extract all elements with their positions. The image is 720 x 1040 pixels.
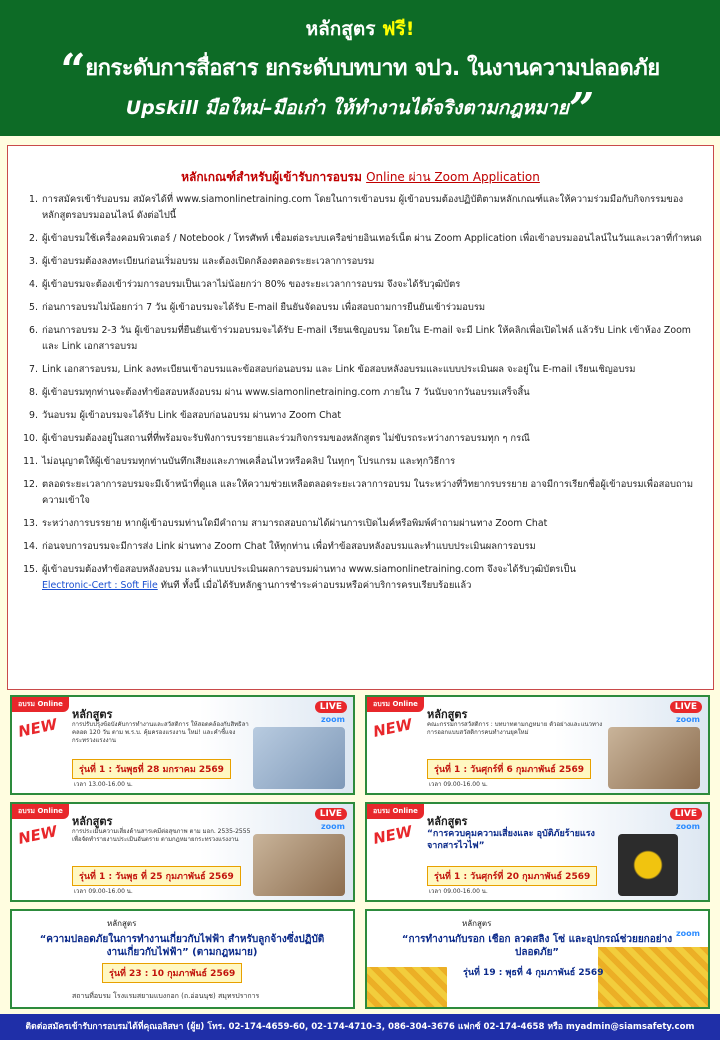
new-badge: NEW: [371, 715, 414, 741]
criteria-title: [8, 168, 713, 187]
new-badge: NEW: [16, 822, 59, 848]
live-badge: LIVE: [315, 701, 347, 713]
item-number: 7.: [29, 364, 38, 375]
online-tag: อบรม Online: [12, 804, 69, 819]
online-tag: อบรม Online: [367, 697, 424, 712]
item-text: ผู้เข้าอบรมทุกท่านจะต้องทำข้อสอบหลังอบรม ผ่าน www.siamonlinetraining.com ภายใน 7 วันนับจากวันอบรมเสร็จสิ้น: [42, 387, 530, 398]
ad-description: “การควบคุมความเสี่ยงและ อุบัติภัยร้ายแรงจากสารไวไฟ”: [427, 829, 595, 851]
header-banner: [0, 0, 720, 136]
zoom-logo: zoom: [676, 715, 700, 724]
item-number: 15.: [23, 564, 38, 575]
list-item: [18, 562, 706, 594]
hazard-sign-icon: [618, 834, 678, 896]
item-text-tail: ทันที ทั้งนี้ เมื่อได้รับหลักฐานการชำระค่าอบรมหรือค่าบริการครบเรียบร้อยแล้ว: [157, 580, 472, 591]
item-number: 10.: [23, 433, 38, 444]
list-item: [18, 431, 706, 447]
ad-title: “ความปลอดภัยในการทำงานเกี่ยวกับไฟฟ้า สำหรับลูกจ้างซึ่งปฏิบัติงานเกี่ยวกับไฟฟ้า” (ตามกฎหมาย): [39, 934, 325, 958]
ad-heading: หลักสูตร: [427, 815, 468, 828]
list-item: [18, 454, 706, 470]
item-text: ก่อนการอบรม 2-3 วัน ผู้เข้าอบรมที่ยืนยันเข้าร่วมอบรมจะได้รับ E-mail เรียนเชิญอบรม โดยใน E-mail จะมี Link ให้คลิกเพื่อเปิดไฟล์ แล้วรับ Link เข้าห้อง Zoom และ Link เอกสารอบรม: [42, 325, 691, 352]
ad-heading: หลักสูตร: [427, 708, 468, 721]
online-tag: อบรม Online: [367, 804, 424, 819]
ad-time: เวลา 09.00-16.00 น.: [429, 781, 488, 788]
ad-description: การประเมินความเสี่ยงด้านสารเคมีต่อสุขภาพ ตาม มอก. 2535-2555 เพื่อจัดทำรายงานประเมินอันตราย ตามกฎหมายกระทรวงแรงงาน: [72, 828, 251, 843]
ad-heading: หลักสูตร: [462, 919, 492, 928]
item-number: 1.: [29, 194, 38, 205]
item-number: 14.: [23, 541, 38, 552]
criteria-card: [7, 145, 714, 690]
course-ads-grid: [10, 695, 710, 1017]
criteria-list: [18, 192, 706, 601]
ad-heading: หลักสูตร: [72, 708, 113, 721]
course-free-label: [0, 14, 720, 44]
item-text: ผู้เข้าอบรมใช้เครื่องคอมพิวเตอร์ / Notebook / โทรศัพท์ เชื่อมต่อระบบเครือข่ายอินเทอร์เน็ต ผ่าน Zoom Application เพื่อเข้าอบรมออนไลน์ในวันและเวลาที่กำหนด: [42, 233, 702, 244]
list-item: [18, 539, 706, 555]
item-number: 9.: [29, 410, 38, 421]
ad-description: คณะกรรมการสวัสดิการ : บทบาทตามกฎหมาย ตัวอย่างและแนวทางการออกแบบสวัสดิการคนทำงานยุคใหม่: [427, 721, 603, 736]
course-subtitle: [0, 84, 720, 135]
list-item: [18, 477, 706, 509]
item-text: ตลอดระยะเวลาการอบรมจะมีเจ้าหน้าที่ดูแล และให้ความช่วยเหลือตลอดระยะเวลาการอบรม ในระหว่างที่วิทยากรบรรยาย อาจมีการเรียกชื่อผู้เข้าอบรมเพื่อสอบถามความเข้าใจ: [42, 479, 694, 506]
item-number: 13.: [23, 518, 38, 529]
zoom-logo: zoom: [676, 929, 700, 938]
ad-photo: [608, 727, 700, 789]
new-badge: NEW: [371, 822, 414, 848]
close-quote: ”: [568, 84, 595, 135]
electronic-cert-link[interactable]: Electronic-Cert : Soft File: [42, 580, 158, 591]
item-text: ก่อนการอบรมไม่น้อยกว่า 7 วัน ผู้เข้าอบรมจะได้รับ E-mail ยืนยันจัดอบรม เพื่อสอบถามการยืนยันเข้าร่วมอบรม: [42, 302, 486, 313]
list-item: [18, 300, 706, 316]
ad-photo: [253, 834, 345, 896]
item-number: 11.: [23, 456, 38, 467]
ad-heading: หลักสูตร: [72, 815, 113, 828]
open-quote: “: [60, 45, 86, 96]
list-item: [18, 254, 706, 270]
item-text: ผู้เข้าอบรมต้องทำข้อสอบหลังอบรม และทำแบบประเมินผลการอบรมผ่านทาง www.siamonlinetraining.com จึงจะได้รับวุฒิบัตรเป็น: [42, 564, 576, 575]
ad-heading: หลักสูตร: [107, 919, 137, 928]
zoom-logo: zoom: [676, 822, 700, 831]
item-number: 8.: [29, 387, 38, 398]
course-title: [0, 45, 720, 96]
ad-time: เวลา 09.00-16.00 น.: [74, 888, 133, 895]
ad-time: เวลา 09.00-16.00 น.: [429, 888, 488, 895]
item-text: Link เอกสารอบรม, Link ลงทะเบียนเข้าอบรมและข้อสอบก่อนอบรม และ Link ข้อสอบหลังอบรมและแบบประเมินผล จะอยู่ใน E-mail เรียนเชิญอบรม: [42, 364, 636, 375]
ad-title: “การทำงานกับรอก เชือก ลวดสลิง โซ่ และอุปกรณ์ช่วยยกอย่างปลอดภัย”: [401, 934, 673, 958]
item-text: ผู้เข้าอบรมจะต้องเข้าร่วมการอบรมเป็นเวลาไม่น้อยกว่า 80% ของระยะเวลาการอบรม จึงจะได้รับวุฒิบัตร: [42, 279, 461, 290]
ad-location: สถานที่อบรม โรงแรมสยามแบงกอก (ถ.อ่อนนุช) สมุทรปราการ: [72, 992, 260, 1000]
new-badge: NEW: [16, 715, 59, 741]
contact-text: ติดต่อสมัครเข้ารับการอบรมได้ที่คุณอลิสษา (ผู้ย) โทร. 02-174-4659-60, 02-174-4710-3, 086-304-3676 แฟกซ์ 02-174-4658 หรือ myadmin@siamsafety.com: [25, 1022, 695, 1032]
zoom-logo: zoom: [321, 822, 345, 831]
course-ad-card[interactable]: [10, 695, 355, 795]
ad-photo: [253, 727, 345, 789]
course-subtitle-text: Upskill มือใหม่–มือเก๋า ให้ทำงานได้จริงตามกฎหมาย: [125, 97, 569, 119]
item-text: ผู้เข้าอบรมต้องลงทะเบียนก่อนเริ่มอบรม และต้องเปิดกล้องตลอดระยะเวลาการอบรม: [42, 256, 375, 267]
list-item: [18, 516, 706, 532]
free-badge: ฟรี!: [382, 18, 415, 40]
course-title-text: ยกระดับการสื่อสาร ยกระดับบทบาท จปว. ในงานความปลอดภัย: [85, 56, 660, 81]
list-item: [18, 362, 706, 378]
ad-date: รุ่นที่ 19 : พุธที่ 4 กุมภาพันธ์ 2569: [463, 968, 604, 978]
item-text: ก่อนจบการอบรมจะมีการส่ง Link ผ่านทาง Zoom Chat ให้ทุกท่าน เพื่อทำข้อสอบหลังอบรมและทำแบบประเมินผลการอบรม: [42, 541, 536, 552]
item-text: ระหว่างการบรรยาย หากผู้เข้าอบรมท่านใดมีคำถาม สามารถสอบถามได้ผ่านการเปิดไมค์หรือพิมพ์คำถามผ่านทาง Zoom Chat: [42, 518, 548, 529]
online-tag: อบรม Online: [12, 697, 69, 712]
course-ad-card[interactable]: [10, 802, 355, 902]
ad-date: รุ่นที่ 1 : วันศุกร์ที่ 20 กุมภาพันธ์ 2569: [427, 866, 597, 886]
list-item: [18, 277, 706, 293]
ad-date: รุ่นที่ 23 : 10 กุมภาพันธ์ 2569: [102, 963, 242, 983]
live-badge: LIVE: [670, 701, 702, 713]
list-item: [18, 192, 706, 224]
course-ad-card[interactable]: [365, 802, 710, 902]
item-text: การสมัครเข้ารับอบรม สมัครได้ที่ www.siamonlinetraining.com โดยในการเข้าอบรม ผู้เข้าอบรมต้องปฏิบัติตามหลักเกณฑ์และให้ความร่วมมือกับกิจกรรมของหลักสูตรอบรมออนไลน์ ดังต่อไปนี้: [42, 194, 684, 221]
list-item: [18, 231, 706, 247]
list-item: [18, 323, 706, 355]
item-text: ผู้เข้าอบรมต้องอยู่ในสถานที่ที่พร้อมจะรับฟังการบรรยายและร่วมกิจกรรมของหลักสูตร ไม่ขับรถระหว่างการอบรมทุก ๆ กรณี: [42, 433, 530, 444]
item-number: 4.: [29, 279, 38, 290]
item-number: 3.: [29, 256, 38, 267]
list-item: [18, 385, 706, 401]
ad-date: รุ่นที่ 1 : วันพุธ ที่ 25 กุมภาพันธ์ 2569: [72, 866, 241, 886]
live-badge: LIVE: [315, 808, 347, 820]
course-label: หลักสูตร: [305, 18, 376, 40]
chain-hoist-image: [367, 967, 447, 1007]
item-number: 6.: [29, 325, 38, 336]
zoom-logo: zoom: [321, 715, 345, 724]
ad-time: เวลา 13.00-16.00 น.: [74, 781, 133, 788]
course-ad-card[interactable]: [365, 695, 710, 795]
item-number: 12.: [23, 479, 38, 490]
ad-date: รุ่นที่ 1 : วันศุกร์ที่ 6 กุมภาพันธ์ 2569: [427, 759, 591, 779]
course-ad-card[interactable]: [365, 909, 710, 1009]
item-text: วันอบรม ผู้เข้าอบรมจะได้รับ Link ข้อสอบก่อนอบรม ผ่านทาง Zoom Chat: [42, 410, 342, 421]
ad-date: รุ่นที่ 1 : วันพุธที่ 28 มกราคม 2569: [72, 759, 231, 779]
contact-footer: [0, 1014, 720, 1040]
live-badge: LIVE: [670, 808, 702, 820]
ad-description: การปรับปรุงข้อบังคับการทำงานและสวัสดิการ ให้สอดคล้องกับสิทธิลาคลอด 120 วัน ตาม พ.ร.บ. คุ้มครองแรงงาน ใหม่! และคำชี้แจงกระทรวงแรงงาน: [72, 721, 249, 744]
zoom-application-link[interactable]: Online ผ่าน Zoom Application: [366, 170, 540, 184]
item-number: 2.: [29, 233, 38, 244]
list-item: [18, 408, 706, 424]
course-ad-card[interactable]: [10, 909, 355, 1009]
item-text: ไม่อนุญาตให้ผู้เข้าอบรมทุกท่านบันทึกเสียงและภาพเคลื่อนไหวหรือคลิป ในทุกๆ โปรแกรม และทุกวิธีการ: [42, 456, 456, 467]
item-number: 5.: [29, 302, 38, 313]
criteria-title-text: หลักเกณฑ์สำหรับผู้เข้ารับการอบรม: [181, 170, 362, 184]
